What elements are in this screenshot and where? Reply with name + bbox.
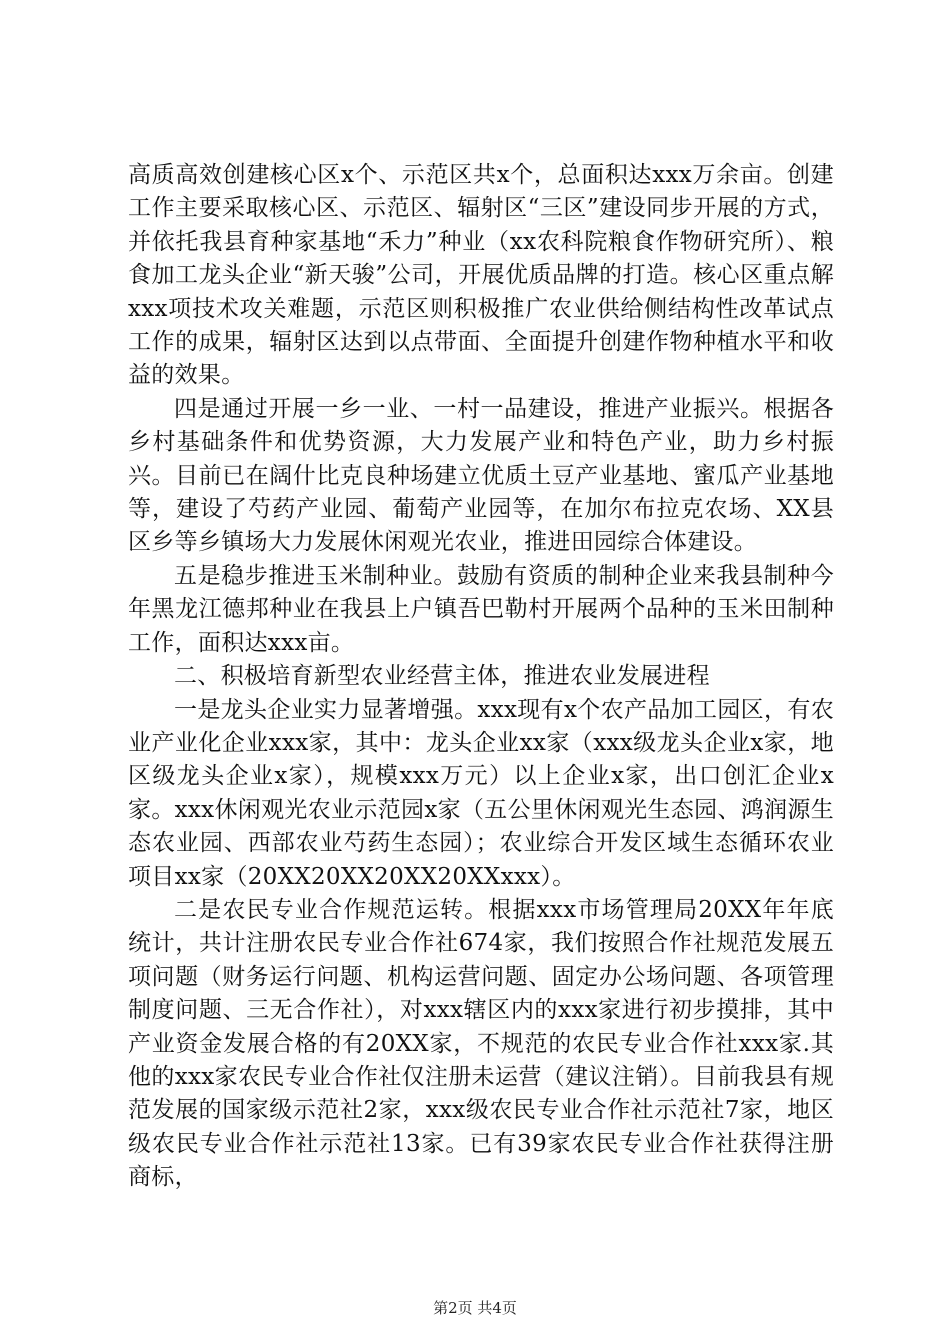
paragraph-1: 高质高效创建核心区x个、示范区共x个，总面积达xxx万余亩。创建工作主要采取核心区、示范区、辐射区“三区”建设同步开展的方式，并依托我县育种家基地“禾力”种业（xx农科院粮食作物研究所）、粮食加工龙头企业“新天骏”公司，开展优质品牌的打造。核心区重点解xxx项技术攻关难题，示范区则积极推广农业供给侧结构性改革试点工作的成果，辐射区达到以点带面、全面提升创建作物种植水平和收益的效果。 xyxy=(128,162,834,389)
paragraph-3: 五是稳步推进玉米制种业。鼓励有资质的制种企业来我县制种今年黑龙江德邦种业在我县上户镇吾巴勒村开展两个品种的玉米田制种工作，面积达xxx亩。 xyxy=(128,562,834,656)
page-number-footer: 第2页 共4页 xyxy=(433,1299,517,1317)
paragraph-2: 四是通过开展一乡一业、一村一品建设，推进产业振兴。根据各乡村基础条件和优势资源，大力发展产业和特色产业，助力乡村振兴。目前已在阔什比克良种场建立优质土豆产业基地、蜜瓜产业基地等，建设了芍药产业园、葡萄产业园等，在加尔布拉克农场、XX县区乡等乡镇场大力发展休闲观光农业，推进田园综合体建设。 xyxy=(128,395,834,556)
section-heading: 二、积极培育新型农业经营主体，推进农业发展进程 xyxy=(174,663,710,690)
paragraph-5: 二是农民专业合作规范运转。根据xxx市场管理局20XX年年底统计，共计注册农民专业合作社674家，我们按照合作社规范发展五项问题（财务运行问题、机构运营问题、固定办公场问题、各项管理制度问题、三无合作社），对xxx辖区内的xxx家进行初步摸排，其中产业资金发展合格的有20XX家，不规范的农民专业合作社xxx家.其他的xxx家农民专业合作社仅注册未运营（建议注销）。目前我县有规范发展的国家级示范社2家，xxx级农民专业合作社示范社7家，地区级农民专业合作社示范社13家。已有39家农民专业合作社获得注册商标， xyxy=(128,896,834,1191)
document-body xyxy=(128,159,834,1195)
paragraph-4: 一是龙头企业实力显著增强。xxx现有x个农产品加工园区，有农业产业化企业xxx家，其中：龙头企业xx家（xxx级龙头企业x家，地区级龙头企业x家），规模xxx万元）以上企业x家，出口创汇企业x家。xxx休闲观光农业示范园x家（五公里休闲观光生态园、鸿润源生态农业园、西部农业芍药生态园）；农业综合开发区域生态循环农业项目xx家（20XX20XX20XX20XXxxx）。 xyxy=(128,696,834,890)
